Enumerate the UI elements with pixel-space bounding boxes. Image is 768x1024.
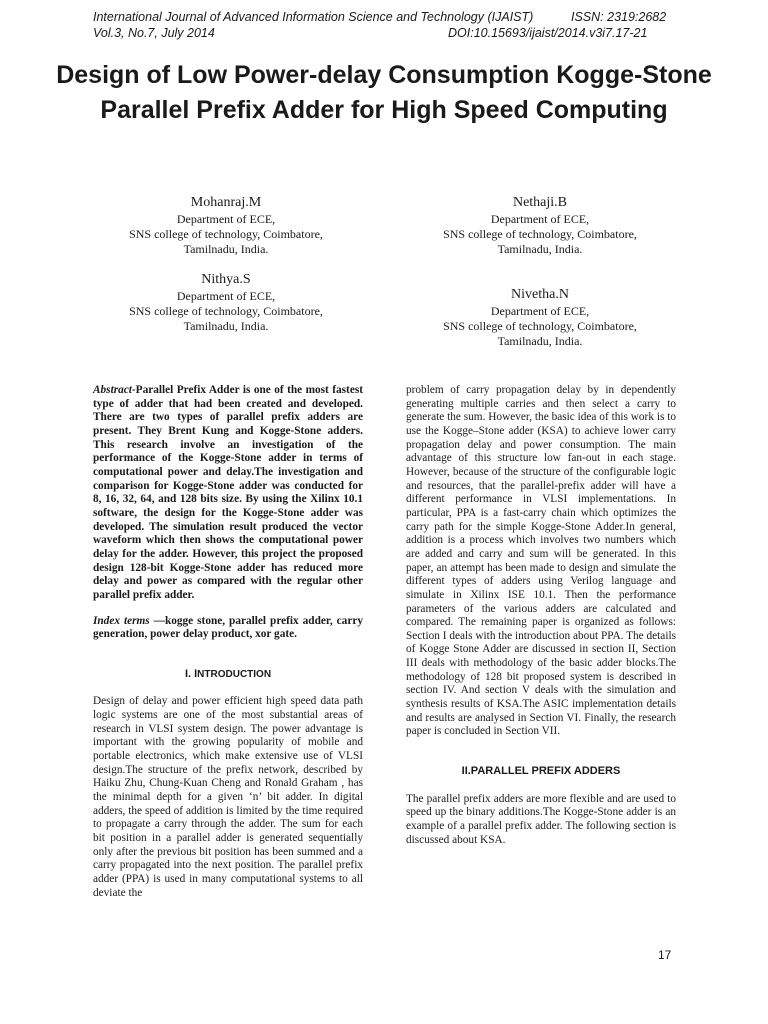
author-name: Mohanraj.M bbox=[190, 195, 262, 210]
author-college: SNS college of technology, Coimbatore, bbox=[443, 227, 637, 241]
issn: ISSN: 2319:2682 bbox=[571, 10, 667, 24]
author-location: Tamilnadu, India. bbox=[183, 242, 269, 256]
abstract bbox=[93, 384, 363, 603]
abstract-text: -Parallel Prefix Adder is one of the most fastest type of adder that had been created and developed. There are two types of parallel prefix adders are present. They Brent Kung and Kogge-Stone adders. This research involve an investigation of the performance of the Kogge-Stone adder in terms of computational power and delay.The investigation and comparison for Kogge-Stone adder was conducted for 8, 16, 32, 64, and 128 bits size. By using the Xilinx 10.1 software, the design for the Kogge-Stone adder was developed. The simulation result produced the vector waveform which then shows the computational power delay for the adder. However, this project the proposed design 128-bit Kogge-Stone adder has reduced more delay and power as compared with the regular other parallel prefix adder. bbox=[93, 384, 363, 601]
abstract-label: Abstract bbox=[93, 384, 132, 396]
author-location: Tamilnadu, India. bbox=[497, 334, 583, 348]
author-dept: Department of ECE, bbox=[490, 212, 590, 226]
author-dept: Department of ECE, bbox=[176, 289, 276, 303]
introduction-paragraph: Design of delay and power efficient high speed data path logic systems are one of the most substantial areas of research in VLSI system design. The power advantage is important with the growing popularity of mobile and portable electronics, which make extensive use of VLSI design.The structure of the prefix network, described by Haiku Zhu, Chung-Kuan Cheng and Ronald Graham , has the minimal depth for a given ‘n’ bit adder. In digital adders, the speed of addition is limited by the time required to propagate a carry through the adder. The sum for each bit position in a parallel adder is generated sequentially only after the previous bit position has been summed and a carry propagated into the next position. The parallel prefix adder (PPA) is used in many computational systems to all deviate the bbox=[93, 695, 363, 899]
author-location: Tamilnadu, India. bbox=[497, 242, 583, 256]
journal-name: International Journal of Advanced Information Science and Technology (IJAIST) bbox=[93, 10, 534, 24]
author-dept: Department of ECE, bbox=[176, 212, 276, 226]
author-block-1 bbox=[76, 194, 376, 257]
doi: DOI:10.15693/ijaist/2014.v3i7.17-21 bbox=[448, 26, 648, 40]
parallel-prefix-paragraph: The parallel prefix adders are more flexible and are used to speed up the binary additions.The Kogge-Stone adder is an example of a parallel prefix adder. The following section is discussed about KSA. bbox=[406, 792, 676, 846]
index-terms bbox=[93, 615, 363, 642]
author-name: Nithya.S bbox=[201, 272, 251, 287]
section-numeral: I. I bbox=[184, 667, 198, 680]
section-heading-introduction bbox=[93, 668, 363, 682]
author-name: Nethaji.B bbox=[512, 195, 568, 210]
page-number: 17 bbox=[658, 948, 672, 962]
author-dept: Department of ECE, bbox=[490, 304, 590, 318]
author-block-4 bbox=[390, 286, 690, 349]
author-college: SNS college of technology, Coimbatore, bbox=[129, 304, 323, 318]
introduction-continuation: problem of carry propagation delay by in dependently generating multiple carries and then select a carry to generate the sum. However, the basic idea of this work is to use the Kogge–Stone adder (KSA) to achieve lower carry propagation delay and power consumption. The main advantage of this structure low fan-out in each stage. However, because of the structure of the configurable logic and resources, that the parallel-prefix adder will have a different performance in VLSI implementations. In particular, PPA is a fast-carry chain which optimizes the carry path for the simple Kogge-Stone Adder.In general, addition is a process which involves two numbers which are added and carry and sum will be generated. In this paper, an attempt has been made to design and simulate the different types of adders using Verilog language and simulate in Xilinx ISE 10.1. Then the performance parameters of the various adders are calculated and compared. The remaining paper is organized as follows: Section I deals with the introduction about PPA. The details of Kogge Stone Adder are discussed in section II, Section III deals with methodology of the basic adder blocks.The methodology of 128 bit proposed system is described in section IV. And section V deals with the simulation and synthesis results of KSA.The ASIC implementation details and results are analysed in Section VI. Finally, the research paper is concluded in Section VII. bbox=[406, 384, 676, 738]
index-terms-label: Index terms bbox=[93, 614, 150, 627]
section-heading-text: NTRODUCTION bbox=[197, 668, 272, 680]
right-column bbox=[406, 384, 676, 847]
author-block-2 bbox=[390, 194, 690, 257]
author-location: Tamilnadu, India. bbox=[183, 319, 269, 333]
author-name: Nivetha.N bbox=[511, 287, 569, 302]
left-column bbox=[93, 384, 363, 900]
index-terms-text: —kogge stone, parallel prefix adder, carry generation, power delay product, xor gate. bbox=[93, 614, 363, 641]
paper-title: Design of Low Power-delay Consumption Kogge-Stone Parallel Prefix Adder for High Speed Computing bbox=[56, 61, 712, 124]
volume-info: Vol.3, No.7, July 2014 bbox=[93, 26, 215, 40]
section-heading-parallel-prefix: II.PARALLEL PREFIX ADDERS bbox=[461, 765, 621, 778]
author-college: SNS college of technology, Coimbatore, bbox=[129, 227, 323, 241]
author-block-3 bbox=[76, 271, 376, 334]
author-college: SNS college of technology, Coimbatore, bbox=[443, 319, 637, 333]
